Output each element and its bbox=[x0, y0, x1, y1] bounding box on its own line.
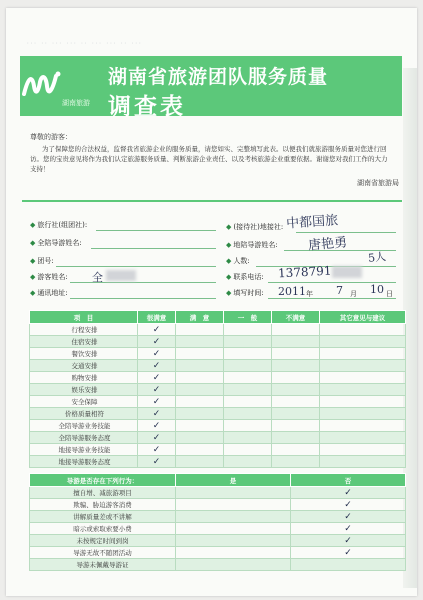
group-no-line bbox=[56, 266, 216, 267]
phone-redaction bbox=[332, 266, 362, 278]
behavior-item-label: 未按规定时间到岗 bbox=[30, 535, 176, 547]
col-header-yes: 是 bbox=[176, 474, 291, 487]
table-row bbox=[30, 487, 406, 499]
survey-item-label: 餐饮安排 bbox=[30, 348, 138, 360]
phone-value: 1378791 bbox=[277, 263, 332, 281]
fill-date-field[interactable]: ◆ 填写时间: bbox=[226, 289, 264, 297]
dissatisfied-cell[interactable] bbox=[272, 336, 320, 348]
address-field[interactable]: ◆ 通讯地址: bbox=[30, 289, 68, 297]
table-row bbox=[30, 408, 406, 420]
very-satisfied-cell[interactable] bbox=[138, 348, 176, 360]
satisfied-cell[interactable] bbox=[176, 432, 224, 444]
survey-item-label: 娱乐安排 bbox=[30, 384, 138, 396]
average-cell[interactable] bbox=[224, 420, 272, 432]
satisfied-cell[interactable] bbox=[176, 456, 224, 468]
local-agency-label: (接待社)地接社: bbox=[233, 223, 284, 231]
hunan-tourism-logo bbox=[20, 64, 64, 108]
dissatisfied-cell[interactable] bbox=[272, 432, 320, 444]
phone-label: 联系电话: bbox=[233, 273, 264, 281]
survey-item-label: 交通安排 bbox=[30, 360, 138, 372]
headcount-field[interactable]: ◆ 人数: bbox=[226, 257, 250, 265]
letter-body: 为了保障您的合法权益，监督我省旅游企业的服务质量，请您如实、完整填写此表。以便我们就旅游服务质量对您进行回访。您的宝贵意见将作为我们认定旅游服务质量、判断旅游企业责任、以及考核旅游企业重要依据。谢谢您对我们工作的大力支持！ bbox=[30, 145, 388, 173]
tourist-name-field[interactable]: ◆ 游客姓名: bbox=[30, 273, 68, 281]
comment-cell bbox=[320, 432, 406, 444]
table-row bbox=[30, 559, 406, 571]
fill-date-day: 10 bbox=[370, 283, 384, 296]
check-mark: ✓ bbox=[152, 408, 161, 419]
agency-name-field[interactable]: ◆ 旅行社(组团社): bbox=[30, 221, 88, 229]
col-header-no: 否 bbox=[291, 474, 406, 487]
satisfaction-header-row bbox=[30, 311, 406, 324]
table-row bbox=[30, 535, 406, 547]
day-unit: 日 bbox=[386, 290, 393, 298]
local-guide-label: 地陪导游姓名: bbox=[233, 241, 278, 249]
very-satisfied-cell[interactable] bbox=[138, 336, 176, 348]
table-row bbox=[30, 384, 406, 396]
dissatisfied-cell[interactable] bbox=[272, 456, 320, 468]
dissatisfied-cell[interactable] bbox=[272, 384, 320, 396]
check-mark: ✓ bbox=[152, 420, 161, 431]
survey-form-page bbox=[6, 8, 417, 596]
survey-item-label: 安全保障 bbox=[30, 396, 138, 408]
headcount-value: 5人 bbox=[367, 250, 387, 265]
very-satisfied-cell[interactable] bbox=[138, 432, 176, 444]
table-row bbox=[30, 372, 406, 384]
table-row bbox=[30, 360, 406, 372]
table-row bbox=[30, 336, 406, 348]
survey-item-label: 全陪导游业务技能 bbox=[30, 420, 138, 432]
table-row bbox=[30, 511, 406, 523]
table-row bbox=[30, 523, 406, 535]
tourist-name-label: 游客姓名: bbox=[37, 273, 68, 281]
dissatisfied-cell[interactable] bbox=[272, 408, 320, 420]
yes-cell[interactable] bbox=[176, 523, 291, 535]
behavior-item-label: 暗示或索取索要小费 bbox=[30, 523, 176, 535]
yes-cell[interactable] bbox=[176, 547, 291, 559]
yes-cell[interactable] bbox=[176, 511, 291, 523]
comment-cell bbox=[320, 360, 406, 372]
comment-cell bbox=[320, 396, 406, 408]
letter-signoff: 湖南省旅游局 bbox=[357, 179, 399, 187]
address-line bbox=[70, 298, 216, 299]
dissatisfied-cell[interactable] bbox=[272, 396, 320, 408]
phone-field[interactable]: ◆ 联系电话: bbox=[226, 273, 264, 281]
comment-cell bbox=[320, 372, 406, 384]
section-divider bbox=[22, 200, 402, 202]
check-mark: ✓ bbox=[152, 336, 161, 347]
no-cell[interactable] bbox=[291, 499, 406, 511]
no-cell[interactable] bbox=[291, 559, 406, 571]
local-agency-value: 中都国旅 bbox=[285, 213, 339, 232]
dissatisfied-cell[interactable] bbox=[272, 348, 320, 360]
no-cell[interactable] bbox=[291, 547, 406, 559]
no-cell[interactable] bbox=[291, 487, 406, 499]
guide-name-label: 全陪导游姓名: bbox=[37, 239, 82, 247]
survey-item-label: 住宿安排 bbox=[30, 336, 138, 348]
table-row bbox=[30, 432, 406, 444]
satisfied-cell[interactable] bbox=[176, 324, 224, 336]
average-cell[interactable] bbox=[224, 408, 272, 420]
survey-item-label: 购物安排 bbox=[30, 372, 138, 384]
satisfaction-table bbox=[29, 310, 406, 468]
bleed-through-1: ··· ·· ··· ··· ·· ··· ··· ·· ··· bbox=[26, 40, 142, 47]
agency-name-line bbox=[96, 230, 216, 231]
survey-item-label: 全陪导游服务态度 bbox=[30, 432, 138, 444]
comment-cell bbox=[320, 444, 406, 456]
survey-item-label: 地接导游服务态度 bbox=[30, 456, 138, 468]
table-row bbox=[30, 456, 406, 468]
very-satisfied-cell[interactable] bbox=[138, 384, 176, 396]
satisfied-cell[interactable] bbox=[176, 360, 224, 372]
satisfied-cell[interactable] bbox=[176, 420, 224, 432]
check-mark: ✓ bbox=[152, 372, 161, 383]
table-row bbox=[30, 324, 406, 336]
table-row bbox=[30, 396, 406, 408]
average-cell[interactable] bbox=[224, 456, 272, 468]
satisfied-cell[interactable] bbox=[176, 372, 224, 384]
table-row bbox=[30, 348, 406, 360]
check-mark: ✓ bbox=[152, 360, 161, 371]
check-mark: ✓ bbox=[152, 456, 161, 467]
check-mark: ✓ bbox=[344, 487, 352, 498]
comment-cell bbox=[320, 456, 406, 468]
satisfied-cell[interactable] bbox=[176, 444, 224, 456]
table-row bbox=[30, 444, 406, 456]
check-mark: ✓ bbox=[344, 535, 352, 546]
behavior-item-label: 擅自增、减旅游项目 bbox=[30, 487, 176, 499]
yes-cell[interactable] bbox=[176, 487, 291, 499]
check-mark: ✓ bbox=[152, 384, 161, 395]
very-satisfied-cell[interactable] bbox=[138, 372, 176, 384]
no-cell[interactable] bbox=[291, 511, 406, 523]
survey-item-label: 价格质量相符 bbox=[30, 408, 138, 420]
check-mark: ✓ bbox=[152, 444, 161, 455]
title-line-1: 湖南省旅游团队服务质量 bbox=[108, 66, 329, 88]
table-row bbox=[30, 420, 406, 432]
behavior-item-label: 导游未佩戴导游证 bbox=[30, 559, 176, 571]
very-satisfied-cell[interactable] bbox=[138, 420, 176, 432]
behavior-item-label: 欺骗、胁迫游客消费 bbox=[30, 499, 176, 511]
comment-cell bbox=[320, 336, 406, 348]
yes-cell[interactable] bbox=[176, 499, 291, 511]
col-header-very-satisfied: 很满意 bbox=[138, 311, 176, 324]
tourist-name-value: 全 bbox=[92, 271, 103, 284]
dissatisfied-cell[interactable] bbox=[272, 360, 320, 372]
col-header-item: 项 目 bbox=[30, 311, 138, 324]
local-guide-value: 唐艳勇 bbox=[307, 235, 348, 254]
check-mark: ✓ bbox=[152, 324, 161, 335]
col-header-average: 一 般 bbox=[224, 311, 272, 324]
average-cell[interactable] bbox=[224, 372, 272, 384]
survey-item-label: 地接导游业务技能 bbox=[30, 444, 138, 456]
no-cell[interactable] bbox=[291, 523, 406, 535]
fill-date-year: 2011 bbox=[278, 285, 306, 298]
very-satisfied-cell[interactable] bbox=[138, 456, 176, 468]
col-header-dissatisfied: 不满意 bbox=[272, 311, 320, 324]
survey-item-label: 行程安排 bbox=[30, 324, 138, 336]
satisfied-cell[interactable] bbox=[176, 396, 224, 408]
check-mark: ✓ bbox=[152, 432, 161, 443]
table-row bbox=[30, 547, 406, 559]
behavior-item-label: 讲解质量差或不讲解 bbox=[30, 511, 176, 523]
dissatisfied-cell[interactable] bbox=[272, 324, 320, 336]
fill-date-label: 填写时间: bbox=[233, 289, 264, 297]
very-satisfied-cell[interactable] bbox=[138, 408, 176, 420]
comment-cell bbox=[320, 348, 406, 360]
average-cell[interactable] bbox=[224, 336, 272, 348]
agency-name-label: 旅行社(组团社): bbox=[37, 221, 88, 229]
tourist-name-redaction bbox=[106, 270, 136, 281]
average-cell[interactable] bbox=[224, 384, 272, 396]
col-header-satisfied: 满 意 bbox=[176, 311, 224, 324]
dissatisfied-cell[interactable] bbox=[272, 444, 320, 456]
very-satisfied-cell[interactable] bbox=[138, 396, 176, 408]
comment-cell bbox=[320, 408, 406, 420]
fill-date-month: 7 bbox=[336, 284, 343, 297]
average-cell[interactable] bbox=[224, 396, 272, 408]
check-mark: ✓ bbox=[344, 523, 352, 534]
guide-name-field[interactable]: ◆ 全陪导游姓名: bbox=[30, 239, 82, 247]
check-mark: ✓ bbox=[344, 511, 352, 522]
title-line-2: 调查表 bbox=[108, 94, 186, 120]
table-row bbox=[30, 499, 406, 511]
satisfied-cell[interactable] bbox=[176, 348, 224, 360]
average-cell[interactable] bbox=[224, 432, 272, 444]
check-mark: ✓ bbox=[344, 499, 352, 510]
letter-greeting: 尊敬的游客： bbox=[30, 133, 72, 141]
comment-cell bbox=[320, 384, 406, 396]
guide-behavior-header-row bbox=[30, 474, 406, 487]
average-cell[interactable] bbox=[224, 444, 272, 456]
average-cell[interactable] bbox=[224, 360, 272, 372]
address-label: 通讯地址: bbox=[37, 289, 68, 297]
group-no-label: 团号: bbox=[37, 257, 54, 265]
yes-cell[interactable] bbox=[176, 559, 291, 571]
behavior-item-label: 导游无故不随团活动 bbox=[30, 547, 176, 559]
yes-cell[interactable] bbox=[176, 535, 291, 547]
comment-cell bbox=[320, 324, 406, 336]
check-mark: ✓ bbox=[152, 348, 161, 359]
satisfied-cell[interactable] bbox=[176, 408, 224, 420]
local-guide-field[interactable]: ◆ 地陪导游姓名: bbox=[226, 241, 278, 249]
check-mark: ✓ bbox=[152, 396, 161, 407]
guide-behavior-table bbox=[29, 473, 406, 571]
col-header-comments: 其它意见与建议 bbox=[320, 311, 406, 324]
fill-date-line bbox=[268, 298, 396, 299]
satisfied-cell[interactable] bbox=[176, 336, 224, 348]
no-cell[interactable] bbox=[291, 535, 406, 547]
very-satisfied-cell[interactable] bbox=[138, 444, 176, 456]
satisfied-cell[interactable] bbox=[176, 384, 224, 396]
very-satisfied-cell[interactable] bbox=[138, 324, 176, 336]
group-no-field[interactable]: ◆ 团号: bbox=[30, 257, 54, 265]
dissatisfied-cell[interactable] bbox=[272, 420, 320, 432]
headcount-label: 人数: bbox=[233, 257, 250, 265]
average-cell[interactable] bbox=[224, 348, 272, 360]
average-cell[interactable] bbox=[224, 324, 272, 336]
col-header-behavior: 导游是否存在下列行为： bbox=[30, 474, 176, 487]
year-unit: 年 bbox=[306, 290, 313, 298]
local-agency-field[interactable]: ◆ (接待社)地接社: bbox=[226, 223, 284, 231]
month-unit: 月 bbox=[350, 290, 357, 298]
very-satisfied-cell[interactable] bbox=[138, 360, 176, 372]
comment-cell bbox=[320, 420, 406, 432]
dissatisfied-cell[interactable] bbox=[272, 372, 320, 384]
logo-subtitle: 湖南旅游 bbox=[62, 99, 90, 107]
guide-name-line bbox=[91, 248, 216, 249]
check-mark: ✓ bbox=[344, 547, 352, 558]
